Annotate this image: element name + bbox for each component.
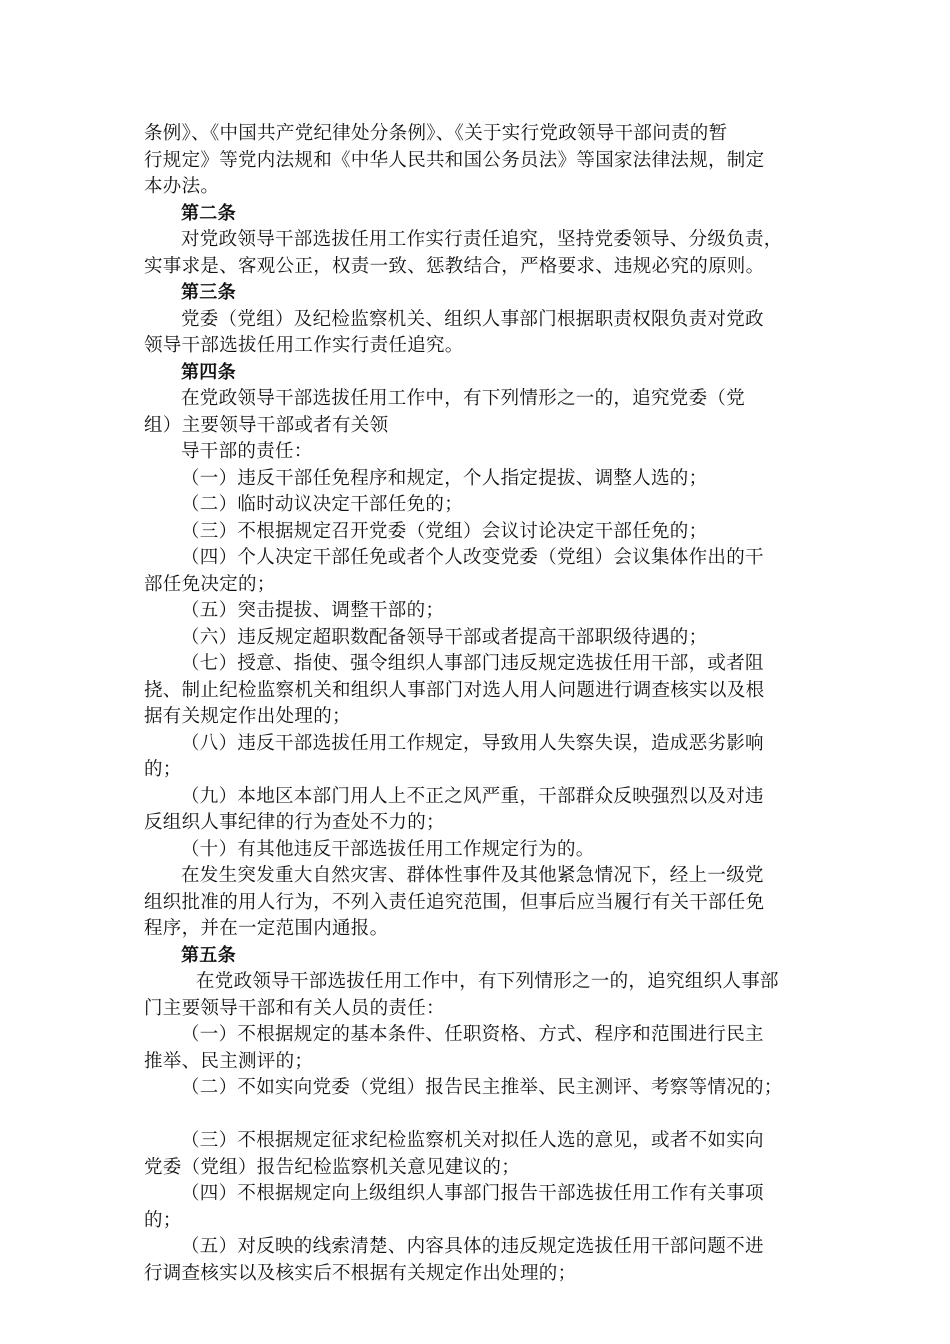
paragraph-line: 本办法。 (144, 176, 220, 197)
paragraph-line: （二）临时动议决定干部任免的； (181, 494, 464, 515)
paragraph-line: 党委（党组）及纪检监察机关、组织人事部门根据职责权限负责对党政 (181, 308, 764, 330)
article-heading: 第四条 (181, 361, 236, 383)
paragraph-line: 门主要领导干部和有关人员的责任： (144, 997, 445, 1019)
paragraph-line: （十）有其他违反干部选拔任用工作规定行为的。 (181, 838, 595, 860)
paragraph-line: 程序，并在一定范围内通报。 (144, 918, 389, 939)
paragraph-line: 据有关规定作出处理的； (144, 706, 351, 727)
article-heading: 第三条 (181, 282, 236, 303)
paragraph-line: （三）不根据规定召开党委（党组）会议讨论决定干部任免的； (181, 520, 708, 542)
paragraph-line: （一）违反干部任免程序和规定，个人指定提拔、调整人选的； (181, 467, 708, 489)
paragraph-line: 对党政领导干部选拔任用工作实行责任追究，坚持党委领导、分级负责， (181, 229, 783, 250)
paragraph-line: （六）违反规定超职数配备领导干部或者提高干部职级待遇的； (181, 626, 708, 648)
paragraph-line: 的； (144, 1209, 182, 1231)
blank-line (144, 1102, 806, 1129)
article-heading: 第二条 (181, 202, 236, 224)
paragraph-line: 组）主要领导干部或者有关领 (144, 414, 389, 436)
paragraph-line: 的； (144, 759, 182, 780)
paragraph-line: 党委（党组）报告纪检监察机关意见建议的； (144, 1156, 521, 1178)
paragraph-line: （五）对反映的线索清楚、内容具体的违反规定选拔任用干部问题不进 (181, 1236, 764, 1257)
paragraph-line: 组织批准的用人行为，不列入责任追究范围，但事后应当履行有关干部任免 (144, 891, 765, 913)
paragraph-line: （一）不根据规定的基本条件、任职资格、方式、程序和范围进行民主 (181, 1024, 764, 1045)
paragraph-line: （八）违反干部选拔任用工作规定，导致用人失察失误，造成恶劣影响 (181, 732, 764, 754)
paragraph-line: （四）不根据规定向上级组织人事部门报告干部选拔任用工作有关事项 (181, 1183, 764, 1204)
paragraph-line: （三）不根据规定征求纪检监察机关对拟任人选的意见，或者不如实向 (181, 1130, 764, 1151)
paragraph-line: 条例》、《中国共产党纪律处分条例》、《关于实行党政领导干部问责的暂 (144, 123, 728, 144)
paragraph-line: 在党政领导干部选拔任用工作中，有下列情形之一的，追究组织人事部 (196, 971, 779, 992)
document-body (144, 121, 806, 1287)
article-heading: 第五条 (181, 944, 236, 966)
paragraph-line: 挠、制止纪检监察机关和组织人事部门对选人用人问题进行调查核实以及根 (144, 679, 765, 701)
paragraph-line: 反组织人事纪律的行为查处不力的； (144, 812, 445, 833)
paragraph-line: （二）不如实向党委（党组）报告民主推举、民主测评、考察等情况的； (181, 1077, 783, 1098)
paragraph-line: （九）本地区本部门用人上不正之风严重，干部群众反映强烈以及对违 (181, 785, 764, 807)
paragraph-line: 实事求是、客观公正，权责一致、惩教结合，严格要求、违规必究的原则。 (144, 255, 765, 277)
paragraph-line: 领导干部选拔任用工作实行责任追究。 (144, 335, 464, 356)
paragraph-line: 行规定》等党内法规和《中华人民共和国公务员法》等国家法律法规，制定 (144, 149, 765, 171)
paragraph-line: 推举、民主测评的； (144, 1050, 314, 1072)
paragraph-line: 行调查核实以及核实后不根据有关规定作出处理的； (144, 1262, 577, 1284)
paragraph-line: 部任免决定的； (144, 573, 276, 595)
paragraph-line: 导干部的责任： (181, 441, 313, 462)
paragraph-line: 在发生突发重大自然灾害、群体性事件及其他紧急情况下，经上一级党 (181, 865, 764, 886)
paragraph-line: （七）授意、指使、强令组织人事部门违反规定选拔任用干部，或者阻 (181, 653, 764, 674)
paragraph-line: （五）突击提拔、调整干部的； (181, 600, 445, 621)
paragraph-line: （四）个人决定干部任免或者个人改变党委（党组）会议集体作出的干 (181, 547, 764, 568)
paragraph-line: 在党政领导干部选拔任用工作中，有下列情形之一的，追究党委（党 (181, 388, 746, 409)
